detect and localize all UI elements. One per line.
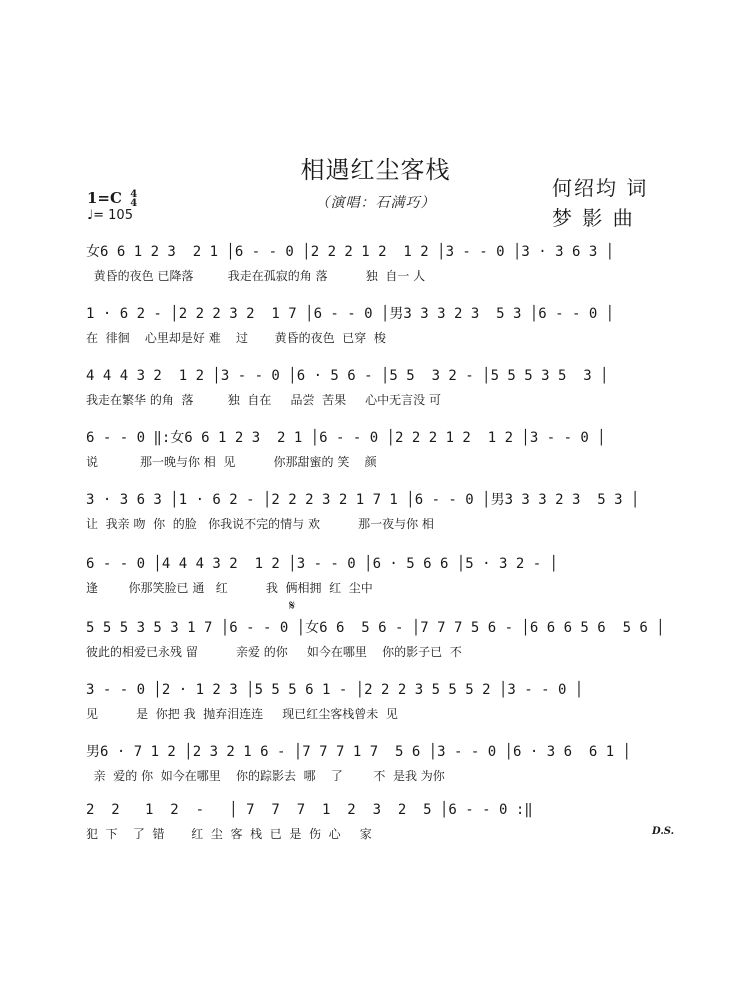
time-sig-bottom: 4 <box>130 198 138 209</box>
notation-line: 2 2 1 2 - │ 7 7 7 1 2 3 2 5 │6 - - 0 :‖ <box>86 802 533 818</box>
performer-subtitle: （演唱：石满巧） <box>315 195 436 211</box>
key-label: 1=C <box>87 189 122 207</box>
segno-mark: 𝄋 <box>289 598 296 614</box>
notation-line: 男6 · 7 1 2 │2 3 2 1 6 - │7 7 7 1 7 5 6 │3 - - 0 │6 · 3 6 6 1 │ <box>86 744 632 760</box>
notation-line: 6 - - 0 ‖:女6 6 1 2 3 2 1 │6 - - 0 │2 2 2 1 2 1 2 │3 - - 0 │ <box>86 430 606 446</box>
notation-line: 女6 6 1 2 3 2 1 │6 - - 0 │2 2 2 1 2 1 2 │3 - - 0 │3 · 3 6 3 │ <box>86 244 615 260</box>
lyric-line: 亲 爱的 你 如今在哪里 你的踪影去 哪 了 不 是我 为你 <box>86 769 445 783</box>
tempo-mark: ♩= 105 <box>87 208 133 223</box>
score-system <box>86 428 670 488</box>
song-title: 相遇红尘客栈 <box>300 156 451 184</box>
notation-line: 3 · 3 6 3 │1 · 6 2 - │2 2 2 3 2 1 7 1 │6 - - 0 │男3 3 3 2 3 5 3 │ <box>86 492 640 508</box>
lyric-line: 说 那一晚与你 相 见 你那甜蜜的 笑 颜 <box>86 455 377 469</box>
notation-line: 6 - - 0 │4 4 4 3 2 1 2 │3 - - 0 │6 · 5 6 6 │5 · 3 2 - │ <box>86 556 559 572</box>
score-system <box>86 800 670 860</box>
lyric-line: 见 是 你把 我 抛弃泪连连 现已红尘客栈曾未 见 <box>86 707 398 721</box>
score-system <box>86 366 670 426</box>
lyric-line: 让 我亲 吻 你 的脸 你我说不完的情与 欢 那一夜与你 相 <box>86 517 434 531</box>
lyricist-credit: 何绍均 词 <box>552 176 649 200</box>
lyric-line: 黄昏的夜色 已降落 我走在孤寂的角 落 独 自一 人 <box>86 269 426 283</box>
lyric-line: 我走在繁华 的角 落 独 自在 品尝 苦果 心中无言没 可 <box>86 393 441 407</box>
time-sig-top: 4 <box>130 189 138 200</box>
key-signature <box>87 189 137 208</box>
score-system <box>86 490 670 550</box>
score-system <box>86 680 670 740</box>
ds-mark: D.S. <box>652 826 675 837</box>
notation-line: 4 4 4 3 2 1 2 │3 - - 0 │6 · 5 6 - │5 5 3 2 - │5 5 5 3 5 3 │ <box>86 368 609 384</box>
notation-line: 1 · 6 2 - │2 2 2 3 2 1 7 │6 - - 0 │男3 3 3 2 3 5 3 │6 - - 0 │ <box>86 306 615 322</box>
lyric-line: 在 徘徊 心里却是好 难 过 黄昏的夜色 已穿 梭 <box>86 331 386 345</box>
lyric-line: 犯 下 了 错 红 尘 客 栈 已 是 伤 心 家 <box>86 827 372 841</box>
composer-credit: 梦 影 曲 <box>552 206 635 230</box>
notation-line: 5 5 5 3 5 3 1 7 │6 - - 0 │女6 6 5 6 - │7 7 7 5 6 - │6 6 6 5 6 5 6 │ <box>86 620 665 636</box>
notation-line: 3 - - 0 │2 · 1 2 3 │5 5 5 6 1 - │2 2 2 3 5 5 5 2 │3 - - 0 │ <box>86 682 584 698</box>
score-system <box>86 742 670 802</box>
time-signature <box>130 190 137 208</box>
lyric-line: 逢 你那笑脸已 通 红 我 俩相拥 红 尘中 <box>86 581 373 595</box>
score-system <box>86 554 670 614</box>
score-system <box>86 242 670 302</box>
score-system <box>86 618 670 678</box>
lyric-line: 彼此的相爱已永残 留 亲爱 的你 如今在哪里 你的影子已 不 <box>86 645 462 659</box>
score-system <box>86 304 670 364</box>
